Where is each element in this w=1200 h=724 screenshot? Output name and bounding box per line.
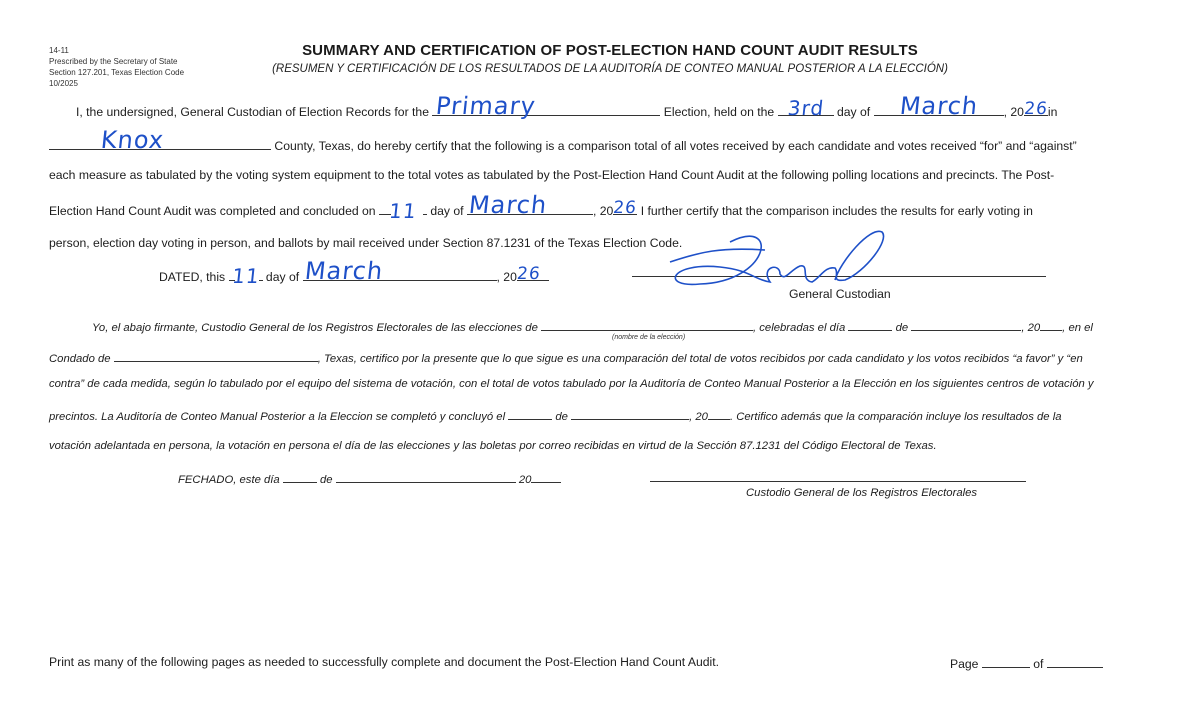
audit-month-field[interactable]: March xyxy=(467,202,593,215)
en-line-1: I, the undersigned, General Custodian of Election Records for the Primary Election, held on the 3rd day of March , 20 26 in xyxy=(76,92,1058,120)
election-year-field[interactable]: 26 xyxy=(1023,99,1049,119)
form-number: 14-11 xyxy=(49,46,69,55)
es-line-1: Yo, el abajo firmante, Custodio General de los Registros Electorales de las elecciones de , celebradas el día de , 20 , en el xyxy=(92,318,1093,334)
prescribed-by: Prescribed by the Secretary of State xyxy=(49,57,178,66)
page-current-field[interactable] xyxy=(982,655,1030,668)
revision-date: 10/2025 xyxy=(49,79,78,88)
es-dated-day-field[interactable] xyxy=(283,470,317,483)
es-line-5: votación adelantada en persona, la votación en persona el día de las elecciones y las boletas por correo recibidas en virtud de la Sección 87.1231 del Código Electoral de Texas. xyxy=(49,440,937,452)
es-custodian-label: Custodio General de los Registros Electorales xyxy=(746,487,978,499)
page-total-field[interactable] xyxy=(1047,655,1103,668)
es-election-day-field[interactable] xyxy=(848,318,892,331)
audit-year-field[interactable]: 26 xyxy=(612,198,639,218)
es-election-year-field[interactable] xyxy=(1040,318,1062,331)
es-dated-month-field[interactable] xyxy=(336,470,516,483)
es-line-4: precintos. La Auditoría de Conteo Manual Posterior a la Eleccion se completó y concluyó el de , 20 . Certifico además que la comparación incluye los resultados de la xyxy=(49,407,1062,423)
audit-day-field[interactable]: 11 xyxy=(379,203,427,215)
page-number: Page of xyxy=(950,655,1103,671)
es-audit-month-field[interactable] xyxy=(571,407,689,420)
signature-stroke xyxy=(670,231,884,284)
election-month-field[interactable]: March xyxy=(874,103,1004,116)
es-dated-year-field[interactable] xyxy=(531,470,561,483)
es-audit-day-field[interactable] xyxy=(508,407,552,420)
es-line-3: contra” de cada medida, según lo tabulado por el equipo del sistema de votación, con el total de votos tabulado por la Auditoría de Conteo Manual Posterior a la Elección en los siguientes centros de votación y xyxy=(49,378,1094,390)
election-name-field[interactable]: Primary xyxy=(432,103,660,116)
en-line-2: Knox County, Texas, do hereby certify that the following is a comparison total of all votes received by each candidate and votes received “for” and “against” xyxy=(49,137,1077,153)
dated-day-field[interactable]: 11 xyxy=(229,269,263,281)
county-field[interactable]: Knox xyxy=(49,137,271,150)
page-subtitle: (RESUMEN Y CERTIFICACIÓN DE LOS RESULTADOS DE LA AUDITORÍA DE CONTEO MANUAL POSTERIOR A LA ELECCIÓN) xyxy=(272,63,948,75)
election-name-caption: (nombre de la elección) xyxy=(612,334,686,341)
general-custodian-label: General Custodian xyxy=(789,287,891,301)
footer-instruction: Print as many of the following pages as needed to successfully complete and document the Post-Election Hand Count Audit. xyxy=(49,655,720,669)
dated-month-field[interactable]: March xyxy=(303,268,497,281)
en-line-3: each measure as tabulated by the voting system equipment to the total votes as tabulated by the Post-Election Hand Count Audit at the following polling locations and precincts. The Post- xyxy=(49,168,1055,182)
es-dated-line: FECHADO, este día de 20 xyxy=(178,470,561,486)
es-county-field[interactable] xyxy=(114,349,318,362)
signature-scribble xyxy=(660,222,900,292)
page-title: SUMMARY AND CERTIFICATION OF POST-ELECTION HAND COUNT AUDIT RESULTS xyxy=(302,42,918,59)
es-line-2: Condado de , Texas, certifico por la presente que lo que sigue es una comparación del total de votos recibidos por cada candidato y los votos recibidos “a favor” y “en xyxy=(49,349,1083,365)
en-dated-line: DATED, this 11 day of March , 20 26 xyxy=(159,268,549,284)
en-line-5: person, election day voting in person, and ballots by mail received under Section 87.1231 of the Texas Election Code. xyxy=(49,236,683,250)
dated-year-field[interactable]: 26 xyxy=(517,268,549,281)
es-election-name-field[interactable] xyxy=(541,318,753,331)
es-election-month-field[interactable] xyxy=(911,318,1021,331)
en-line-4: Election Hand Count Audit was completed and concluded on 11 day of March , 20 26 I further certify that the comparison includes the results for early voting in xyxy=(49,191,1033,223)
es-audit-year-field[interactable] xyxy=(708,407,730,420)
election-day-field[interactable]: 3rd xyxy=(778,103,834,116)
es-signature-field[interactable] xyxy=(650,481,1026,482)
code-section: Section 127.201, Texas Election Code xyxy=(49,68,185,77)
